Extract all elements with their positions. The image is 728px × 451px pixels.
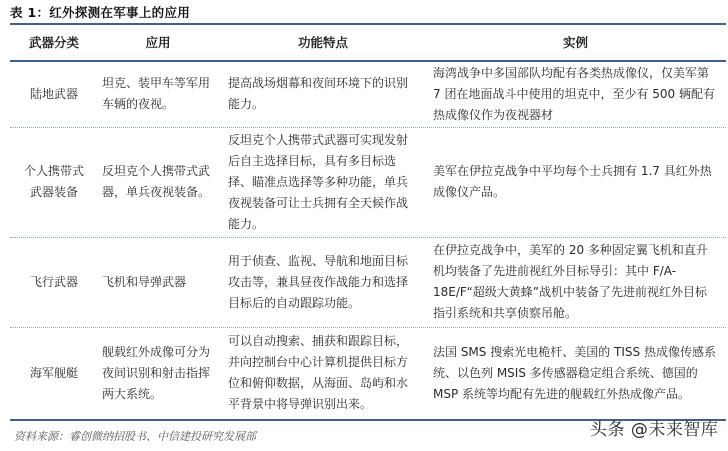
- cell-examples: 海湾战争中多国部队均配有各类热成像仪，仅美军第 7 团在地面战斗中使用的坦克中，至少有 500 辆配有热成像仪作为夜视器材: [433, 65, 715, 122]
- table-caption: 表 1：红外探测在军事上的应用: [10, 5, 191, 20]
- cell-features: 可以自动搜索、捕获和跟踪目标，并向控制台中心计算机提供目标方位和俯仰数据，从海面、岛屿和水平背景中将导弹识别出来。: [228, 334, 409, 411]
- cell-features: 反坦克个人携带式武器可实现发射后自主选择目标，具有多目标选择、瞄准点选择等多种功能，单兵夜视装备可让士兵拥有全天候作战能力。: [228, 132, 409, 231]
- source-note: 资料来源：睿创微纳招股书、中信建投研究发展部: [14, 430, 256, 443]
- header-examples: 实例: [562, 35, 588, 50]
- watermark: 头条 @未来智库: [590, 420, 719, 440]
- header-application: 应用: [145, 35, 171, 50]
- cell-application: 舰载红外成像可分为夜间识别和射击指挥两大系统。: [102, 344, 211, 401]
- cell-application: 反坦克个人携带式武器，单兵夜视装备。: [102, 164, 211, 199]
- cell-features: 提高战场烟幕和夜间环境下的识别能力。: [228, 76, 409, 111]
- cell-examples: 美军在伊拉克战争中平均每个士兵拥有 1.7 具红外热成像仪产品。: [433, 164, 712, 199]
- cell-category: 飞行武器: [29, 274, 78, 289]
- cell-application: 坦克、装甲车等军用车辆的夜视。: [102, 76, 211, 111]
- cell-category: 陆地武器: [29, 86, 78, 101]
- header-category: 武器分类: [28, 35, 79, 50]
- cell-category: 个人携带式武器装备: [24, 164, 85, 199]
- cell-examples: 法国 SMS 搜索光电桅杆、美国的 TISS 热成像传感系统、以色列 MSIS 多传感器稳定组合系统、德国的 MSP 系统等均配有先进的舰载红外热成像产品。: [433, 344, 716, 401]
- cell-features: 用于侦查、监视、导航和地面目标攻击等，兼具昼夜作战能力和选择目标后的自动跟踪功能。: [228, 253, 409, 310]
- header-features: 功能特点: [297, 35, 348, 50]
- cell-application: 飞机和导弹武器: [102, 274, 187, 289]
- table-top-rule: [10, 23, 726, 25]
- cell-category: 海军舰艇: [29, 365, 78, 380]
- cell-examples: 在伊拉克战争中，美军的 20 多种固定翼飞机和直升机均装备了先进前视红外目标导引：其中 F/A-18E/F“超级大黄蜂”战机中装备了先进前视红外目标指引系统和共享侦察吊舱。: [433, 243, 708, 320]
